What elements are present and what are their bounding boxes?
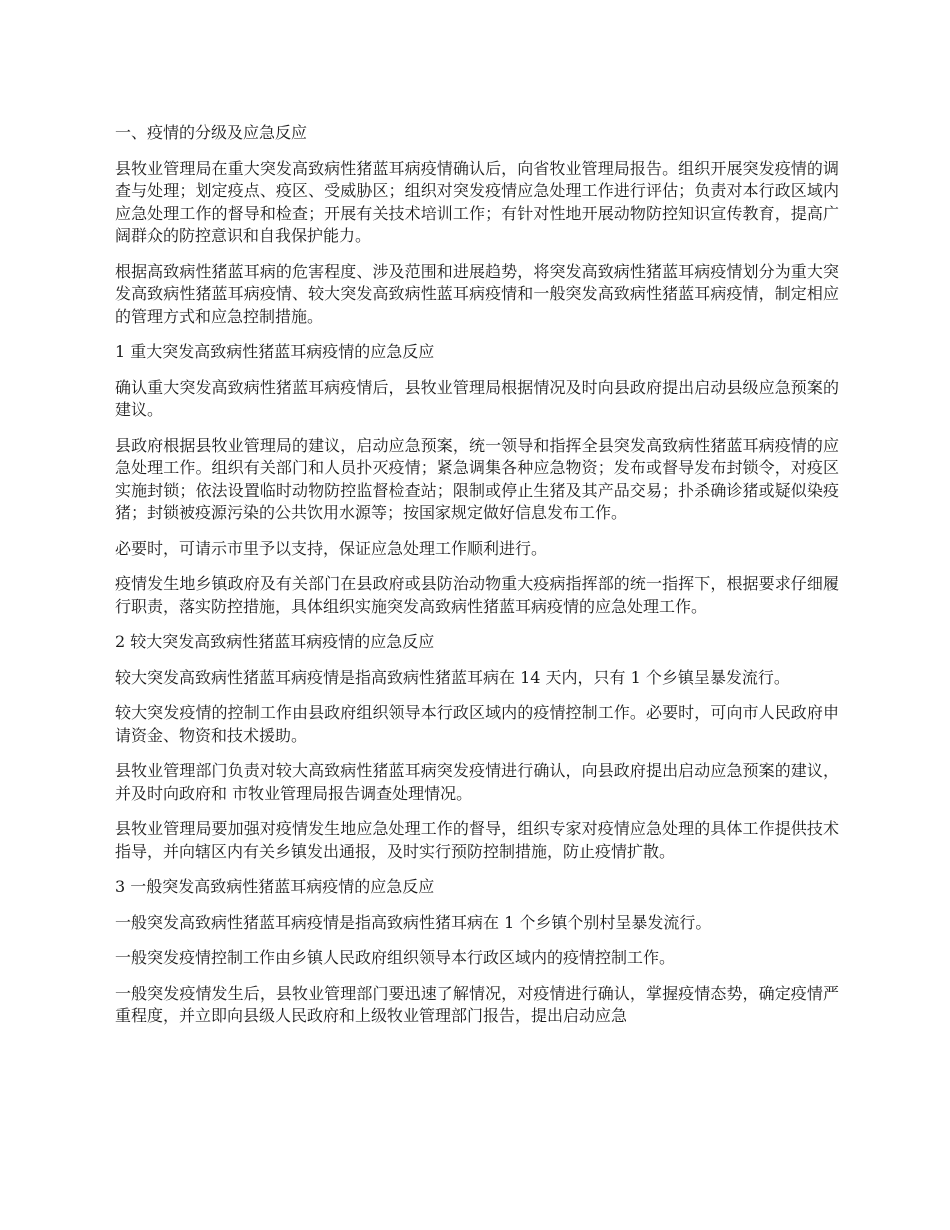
paragraph: 县牧业管理局要加强对疫情发生地应急处理工作的督导，组织专家对疫情应急处理的具体工作提供技术指导，并向辖区内有关乡镇发出通报，及时实行预防控制措施，防止疫情扩散。 — [115, 819, 839, 861]
document-page — [115, 122, 839, 1041]
paragraph: 一般突发高致病性猪蓝耳病疫情是指高致病性猪耳病在 1 个乡镇个别村呈暴发流行。 — [115, 912, 712, 932]
paragraph: 一般突发疫情控制工作由乡镇人民政府组织领导本行政区域内的疫情控制工作。 — [115, 948, 676, 967]
paragraph: 县牧业管理局在重大突发高致病性猪蓝耳病疫情确认后，向省牧业管理局报告。组织开展突发疫情的调查与处理；划定疫点、疫区、受威胁区；组织对突发疫情应急处理工作进行评估；负责对本行政区域内应急处理工作的督导和检查；开展有关技术培训工作；有针对性地开展动物防控知识宣传教育，提高广阔群众的防控意识和自我保护能力。 — [115, 158, 839, 245]
paragraph: 县牧业管理部门负责对较大高致病性猪蓝耳病突发疫情进行确认，向县政府提出启动应急预案的建议，并及时向政府和 市牧业管理局报告调查处理情况。 — [115, 761, 839, 803]
paragraph: 县政府根据县牧业管理局的建议，启动应急预案，统一领导和指挥全县突发高致病性猪蓝耳病疫情的应急处理工作。组织有关部门和人员扑灭疫情；紧急调集各种应急物资；发布或督导发布封锁令，对疫区实施封锁；依法设置临时动物防控监督检查站；限制或停止生猪及其产品交易；扑杀确诊猪或疑似染疫猪；封锁被疫源污染的公共饮用水源等；按国家规定做好信息发布工作。 — [115, 435, 839, 522]
paragraph: 确认重大突发高致病性猪蓝耳病疫情后，县牧业管理局根据情况及时向县政府提出启动县级应急预案的建议。 — [115, 377, 839, 419]
paragraph: 一般突发疫情发生后，县牧业管理部门要迅速了解情况，对疫情进行确认，掌握疫情态势，确定疫情严重程度，并立即向县级人民政府和上级牧业管理部门报告，提出启动应急 — [115, 983, 839, 1025]
subsection-heading: 3 一般突发高致病性猪蓝耳病疫情的应急反应 — [115, 877, 435, 896]
paragraph: 较大突发高致病性猪蓝耳病疫情是指高致病性猪蓝耳病在 14 天内，只有 1 个乡镇呈暴发流行。 — [115, 667, 790, 687]
subsection-heading: 2 较大突发高致病性猪蓝耳病疫情的应急反应 — [115, 632, 435, 651]
paragraph: 根据高致病性猪蓝耳病的危害程度、涉及范围和进展趋势，将突发高致病性猪蓝耳病疫情划分为重大突发高致病性猪蓝耳病疫情、较大突发高致病性蓝耳病疫情和一般突发高致病性猪蓝耳病疫情，制定相应的管理方式和应急控制措施。 — [115, 261, 839, 326]
paragraph: 必要时，可请示市里予以支持，保证应急处理工作顺利进行。 — [115, 538, 548, 558]
subsection-heading: 1 重大突发高致病性猪蓝耳病疫情的应急反应 — [115, 342, 435, 361]
paragraph: 疫情发生地乡镇政府及有关部门在县政府或县防治动物重大疫病指挥部的统一指挥下，根据要求仔细履行职责，落实防控措施，具体组织实施突发高致病性猪蓝耳病疫情的应急处理工作。 — [115, 574, 839, 616]
section-heading: 一、疫情的分级及应急反应 — [115, 123, 308, 142]
paragraph: 较大突发疫情的控制工作由县政府组织领导本行政区域内的疫情控制工作。必要时，可向市人民政府申请资金、物资和技术援助。 — [115, 703, 839, 745]
